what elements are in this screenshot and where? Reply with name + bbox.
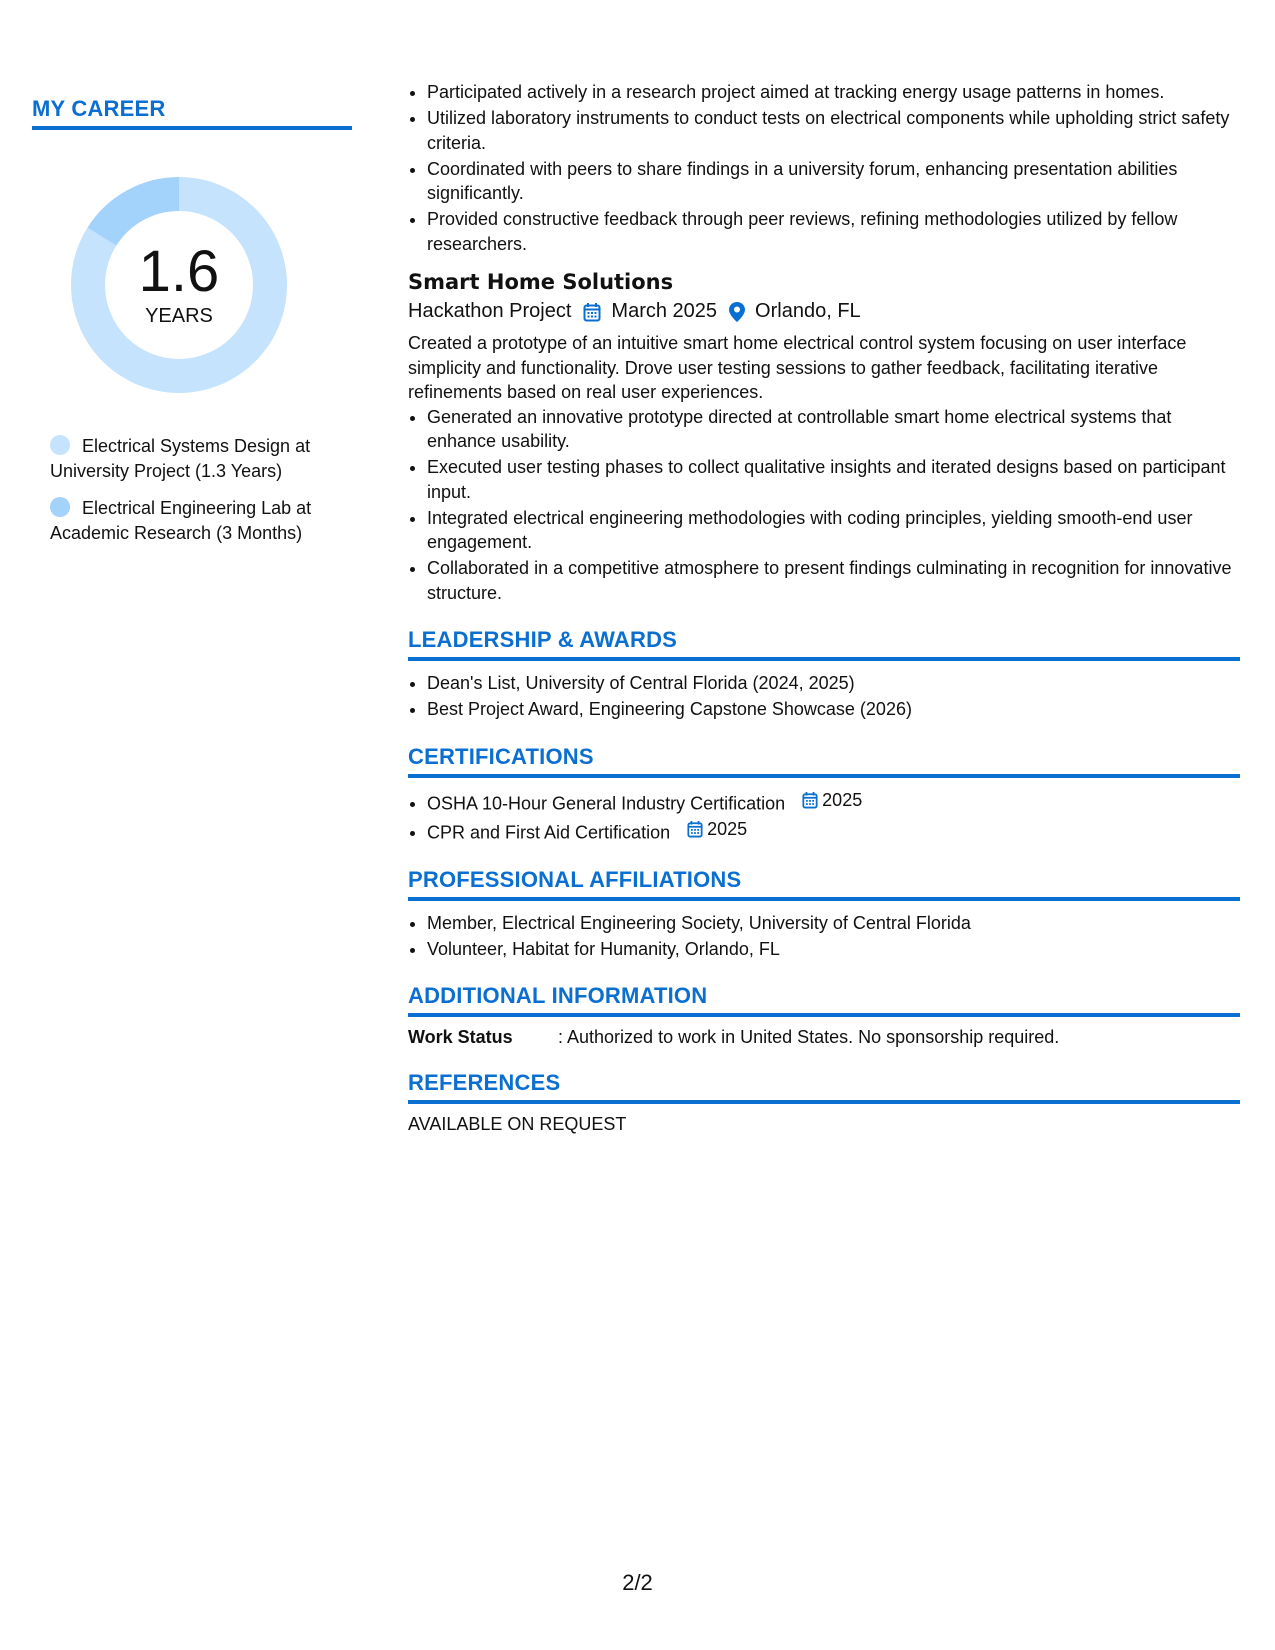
affiliations-list: [408, 911, 1240, 962]
donut-center: [66, 172, 292, 398]
leadership-list: [408, 671, 1240, 722]
list-item: • Best Project Award, Engineering Capstone Showcase (2026): [427, 697, 1240, 722]
cert-name: OSHA 10-Hour General Industry Certification: [427, 792, 786, 813]
entry-meta: [408, 300, 1240, 323]
entry-bullets: [408, 405, 1240, 606]
references-section: [408, 1070, 1240, 1135]
list-item: • Generated an innovative prototype directed at controllable smart home electrical systems that enhance usability.: [427, 405, 1240, 454]
legend-item: [50, 496, 352, 546]
list-item: • Dean's List, University of Central Florida (2024, 2025): [427, 671, 1240, 696]
calendar-icon: [687, 820, 703, 838]
legend-label: Electrical Systems Design at University Project (1.3 Years): [50, 436, 311, 481]
location-pin-icon: [729, 302, 745, 322]
affiliations-section: [408, 867, 1240, 962]
cert-year: 2025: [707, 818, 748, 839]
work-status-row: [408, 1027, 1240, 1048]
career-sidebar: [32, 96, 352, 558]
legend-item: [50, 434, 352, 484]
list-item: • Provided constructive feedback through peer reviews, refining methodologies utilized by fellow researchers.: [427, 207, 1240, 256]
career-donut-chart: [66, 172, 292, 398]
cert-name: CPR and First Aid Certification: [427, 822, 671, 842]
page-number: 2/2: [622, 1570, 653, 1595]
entry-title: Smart Home Solutions: [408, 270, 674, 294]
references-section-title: REFERENCES: [408, 1070, 1240, 1104]
legend-label: Electrical Engineering Lab at Academic Research (3 Months): [50, 498, 312, 543]
list-item: • Volunteer, Habitat for Humanity, Orlando, FL: [427, 937, 1240, 962]
affiliations-section-title: PROFESSIONAL AFFILIATIONS: [408, 867, 1240, 901]
references-text: AVAILABLE ON REQUEST: [408, 1114, 627, 1134]
entry-description: Created a prototype of an intuitive smart home electrical control system focusing on user interface simplicity and functionality. Drove user testing sessions to gather feedback, facilitating iterative refinements based on real user experiences.: [408, 333, 1187, 402]
list-item: • Participated actively in a research project aimed at tracking energy usage patterns in homes.: [427, 80, 1240, 105]
list-item: [427, 817, 1240, 845]
calendar-icon: [583, 302, 601, 322]
previous-entry-bullets: [408, 80, 1240, 256]
certifications-list: [408, 788, 1240, 845]
certifications-section-title: CERTIFICATIONS: [408, 744, 1240, 778]
calendar-icon: [802, 791, 818, 809]
career-total-value: 1.6: [138, 238, 220, 304]
entry-location: Orlando, FL: [755, 300, 861, 322]
work-status-label: Work Status: [408, 1027, 513, 1047]
entry-date: March 2025: [611, 300, 718, 322]
list-item: • Coordinated with peers to share findings in a university forum, enhancing presentation abilities significantly.: [427, 157, 1240, 206]
cert-date: [802, 788, 862, 813]
certifications-section: [408, 744, 1240, 845]
additional-info-section: [408, 983, 1240, 1048]
list-item: • Executed user testing phases to collect qualitative insights and iterated designs based on participant input.: [427, 455, 1240, 504]
entry-org: Hackathon Project: [408, 300, 572, 322]
main-content: [408, 80, 1240, 1135]
leadership-section-title: LEADERSHIP & AWARDS: [408, 627, 1240, 661]
work-status-value: : Authorized to work in United States. No sponsorship required.: [558, 1027, 1060, 1047]
list-item: • Member, Electrical Engineering Society, University of Central Florida: [427, 911, 1240, 936]
leadership-section: [408, 627, 1240, 722]
cert-date: [687, 817, 747, 842]
additional-info-section-title: ADDITIONAL INFORMATION: [408, 983, 1240, 1017]
career-total-unit: YEARS: [145, 304, 213, 327]
list-item: • Utilized laboratory instruments to conduct tests on electrical components while upholding strict safety criteria.: [427, 106, 1240, 155]
legend-dot-icon: [50, 435, 70, 455]
career-legend: [50, 434, 352, 546]
legend-dot-icon: [50, 497, 70, 517]
experience-entry: [408, 270, 1240, 605]
cert-year: 2025: [822, 789, 863, 810]
list-item: • Collaborated in a competitive atmosphere to present findings culminating in recognition for innovative structure.: [427, 556, 1240, 605]
career-section-title: MY CAREER: [32, 96, 352, 130]
list-item: [427, 788, 1240, 816]
list-item: • Integrated electrical engineering methodologies with coding principles, yielding smooth-end user engagement.: [427, 506, 1240, 555]
